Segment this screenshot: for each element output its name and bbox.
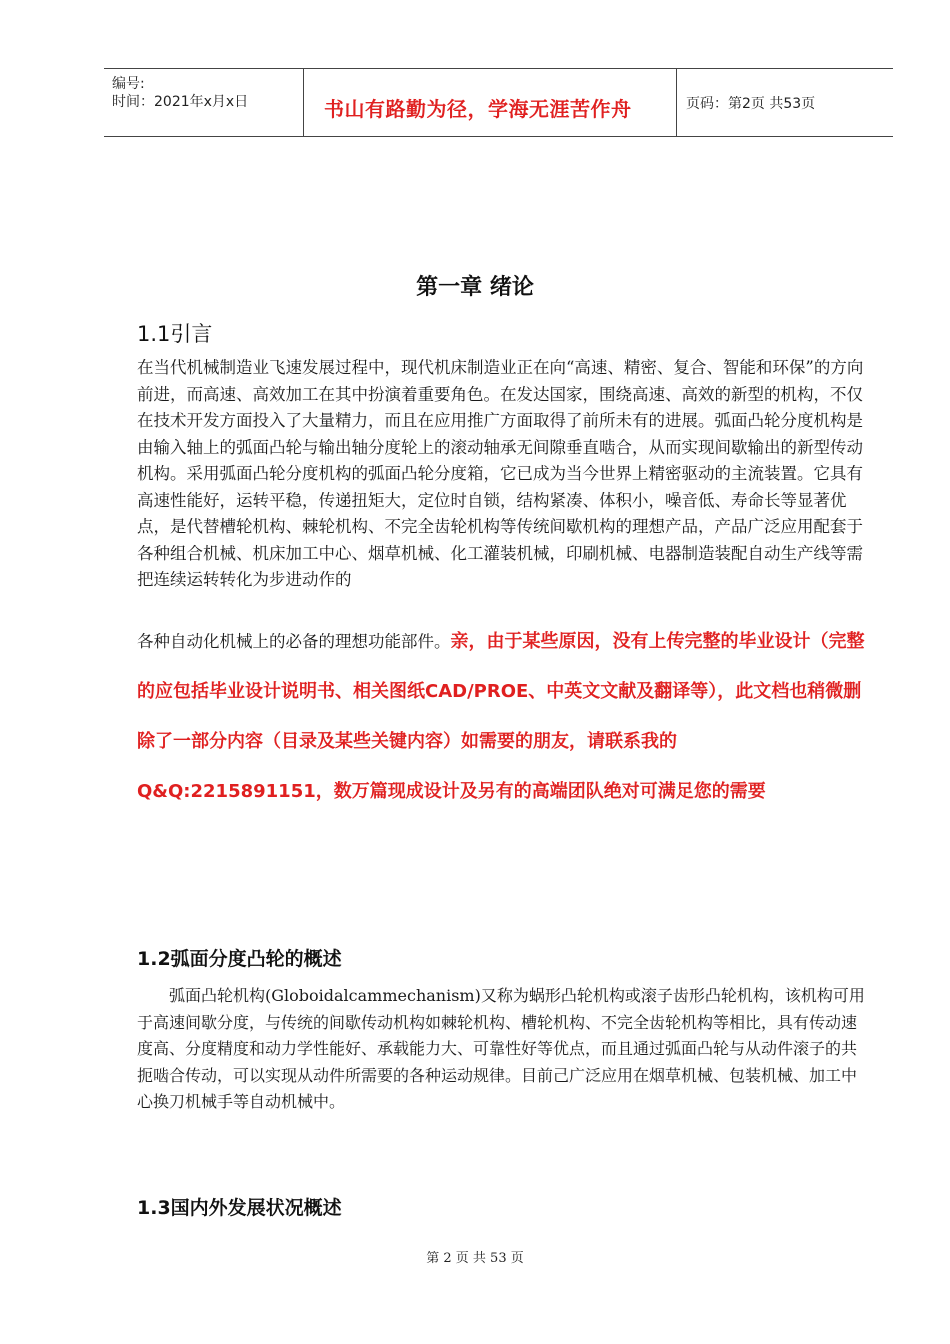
- serial-label: 编号:: [112, 76, 145, 92]
- section-heading-overview: 1.2弧面分度凸轮的概述: [137, 948, 342, 970]
- section-intro-paragraph: 在当代机械制造业飞速发展过程中，现代机床制造业正在向“高速、精密、复合、智能和环保”的方向前进，而高速、高效加工在其中扮演着重要角色。在发达国家，围绕高速、高效的新型的机构，不仅在技术开发方面投入了大量精力，而且在应用推广方面取得了前所未有的进展。弧面凸轮分度机构是由输入轴上的弧面凸轮与输出轴分度轮上的滚动轴承无间隙垂直啮合，从而实现间歇输出的新型传动机构。采用弧面凸轮分度机构的弧面凸轮分度箱，它已成为当今世界上精密驱动的主流装置。它具有高速性能好，运转平稳，传递扭矩大，定位时自锁，结构紧凑、体积小，噪音低、寿命长等显著优点，是代替槽轮机构、棘轮机构、不完全齿轮机构等传统间歇机构的理想产品，产品广泛应用配套于各种组合机械、机床加工中心、烟草机械、化工灌装机械，印刷机械、电器制造装配自动生产线等需把连续运转转化为步进动作的: [137, 358, 864, 589]
- section-heading-intro: 1.1引言: [137, 322, 213, 346]
- section-overview-paragraph: 弧面凸轮机构(Globoidalcammechanism)又称为蜗形凸轮机构或滚子齿形凸轮机构，该机构可用于高速间歇分度，与传统的间歇传动机构如棘轮机构、槽轮机构、不完全齿轮机构等相比，具有传动速度高、分度精度和动力学性能好、承载能力大、可靠性好等优点，而且通过弧面凸轮与从动件滚子的共扼啮合传动，可以实现从动件所需要的各种运动规律。目前己广泛应用在烟草机械、包装机械、加工中心换刀机械手等自动机械中。: [137, 986, 865, 1111]
- date-label: 时间：2021年x月x日: [112, 94, 249, 110]
- paragraph-tail: 各种自动化机械上的必备的理想功能部件。: [137, 632, 451, 651]
- chapter-title: 第一章 绪论: [416, 275, 534, 300]
- header-motto: 书山有路勤为径，学海无涯苦作舟: [324, 97, 632, 121]
- page-footer: 第 2 页 共 53 页: [426, 1251, 524, 1266]
- page-header: [104, 68, 893, 137]
- notice-text: 亲，由于某些原因，没有上传完整的毕业设计（完整的应包括毕业设计说明书、相关图纸CAD/PROE、中英文文献及翻译等），此文档也稍微删除了一部分内容（目录及某些关键内容）如需要的朋友，请联系我的Q&Q:2215891151，数万篇现成设计及另有的高端团队绝对可满足您的需要: [137, 631, 865, 802]
- section-intro-paragraph-continued: [137, 617, 872, 817]
- section-heading-development: 1.3国内外发展状况概述: [137, 1197, 342, 1219]
- header-page-number: 页码：第2页 共53页: [686, 96, 816, 112]
- header-meta-cell: [104, 69, 304, 136]
- header-motto-cell: [304, 69, 677, 136]
